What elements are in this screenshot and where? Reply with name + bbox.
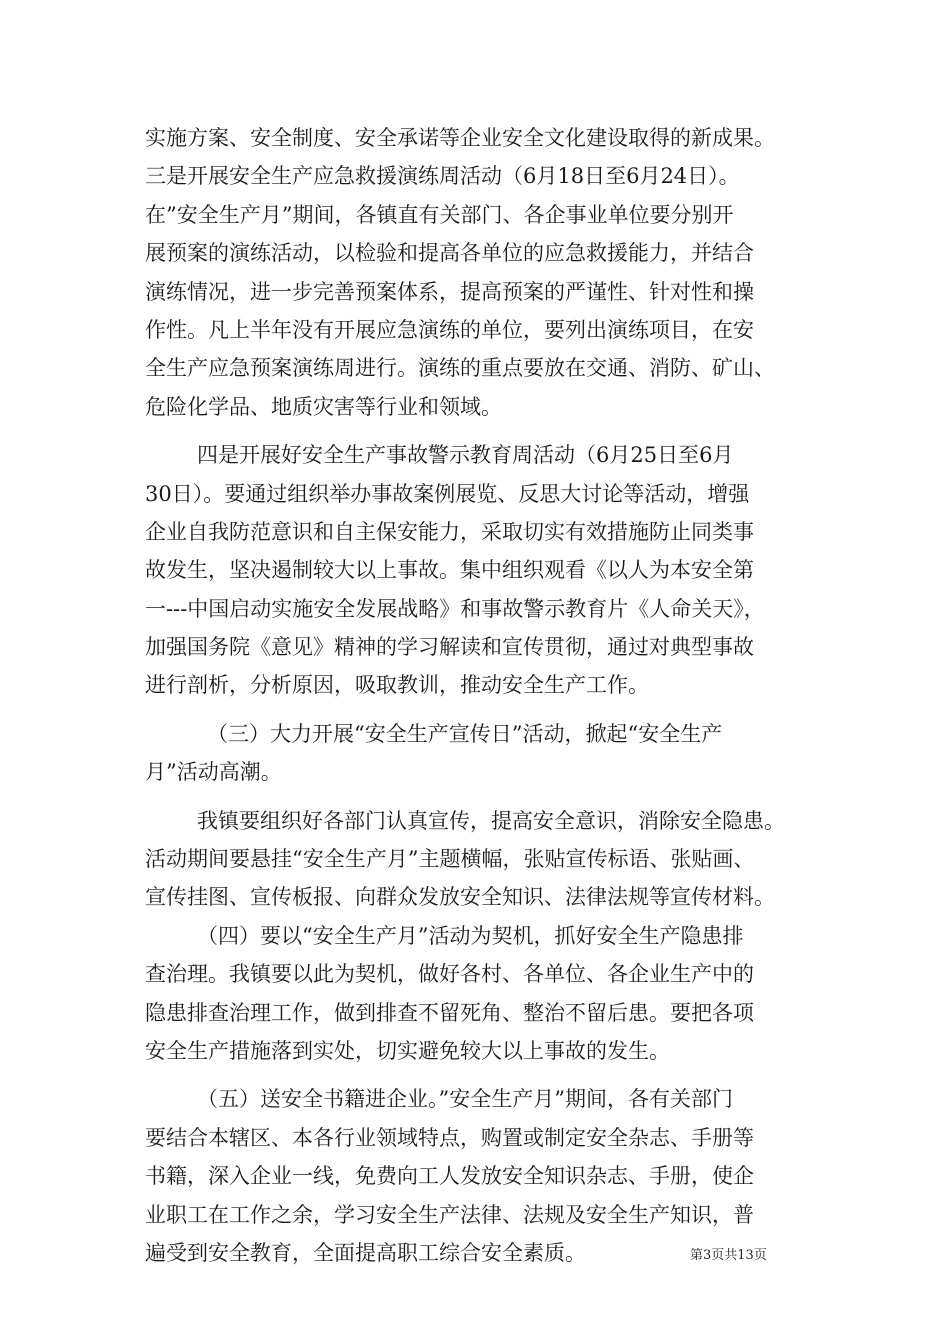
paragraph-4 — [145, 802, 815, 917]
text-line: 三是开展安全生产应急救援演练周活动（6月18日至6月24日）。 — [145, 164, 740, 189]
text-line: 宣传挂图、宣传板报、向群众发放安全知识、法律法规等宣传材料。 — [145, 885, 775, 910]
text-line: 一---中国启动实施安全发展战略》和事故警示教育片《人命关天》， — [145, 596, 765, 621]
text-line: 安全生产措施落到实处，切实避免较大以上事故的发生。 — [145, 1038, 670, 1063]
text-line: 查治理。我镇要以此为契机，做好各村、各单位、各企业生产中的 — [145, 962, 754, 987]
text-line: 全生产应急预案演练周进行。演练的重点要放在交通、消防、矿山、 — [145, 356, 775, 381]
paragraph-5 — [145, 917, 815, 1071]
text-line: 展预案的演练活动，以检验和提高各单位的应急救援能力，并结合 — [145, 241, 754, 266]
paragraph-2 — [145, 436, 815, 705]
text-line: 故发生，坚决遏制较大以上事故。集中组织观看《以人为本安全第 — [145, 558, 754, 583]
text-line: 隐患排查治理工作，做到排查不留死角、整治不留后患。要把各项 — [145, 1000, 754, 1025]
text-line: （五）送安全书籍进企业。”安全生产月”期间，各有关部门 — [197, 1087, 733, 1112]
page-number: 第3页共13页 — [690, 1248, 767, 1263]
text-line: 四是开展好安全生产事故警示教育周活动（6月25日至6月 — [197, 443, 734, 468]
text-line: 企业自我防范意识和自主保安能力，采取切实有效措施防止同类事 — [145, 519, 754, 544]
text-line: 遍受到安全教育，全面提高职工综合安全素质。 — [145, 1240, 586, 1265]
document-body — [145, 119, 815, 1272]
text-line: 业职工在工作之余，学习安全生产法律、法规及安全生产知识，普 — [145, 1202, 754, 1227]
text-line: 我镇要组织好各部门认真宣传，提高安全意识，消除安全隐患。 — [197, 808, 785, 833]
text-line: 30日）。要通过组织举办事故案例展览、反思大讨论等活动，增强 — [145, 481, 750, 506]
text-line: 加强国务院《意见》精神的学习解读和宣传贯彻，通过对典型事故 — [145, 635, 754, 660]
paragraph-1 — [145, 119, 815, 426]
text-line: 书籍，深入企业一线，免费向工人发放安全知识杂志、手册，使企 — [145, 1164, 754, 1189]
text-line: 要结合本辖区、本各行业领域特点，购置或制定安全杂志、手册等 — [145, 1125, 754, 1150]
section-heading-3 — [145, 715, 815, 792]
text-line: （三）大力开展“安全生产宣传日”活动，掀起“安全生产 — [207, 721, 723, 746]
text-line: 在”安全生产月”期间，各镇直有关部门、各企事业单位要分别开 — [145, 202, 734, 227]
text-line: （四）要以“安全生产月”活动为契机，抓好安全生产隐患排 — [197, 923, 744, 948]
text-line: 实施方案、安全制度、安全承诺等企业安全文化建设取得的新成果。 — [145, 126, 775, 150]
paragraph-6 — [145, 1080, 815, 1272]
text-line: 进行剖析，分析原因，吸取教训，推动安全生产工作。 — [145, 673, 649, 698]
text-line: 演练情况，进一步完善预案体系，提高预案的严谨性、针对性和操 — [145, 279, 754, 304]
text-line: 作性。凡上半年没有开展应急演练的单位，要列出演练项目，在安 — [145, 317, 754, 342]
text-line: 活动期间要悬挂“安全生产月”主题横幅，张贴宣传标语、张贴画、 — [145, 847, 755, 872]
text-line: 危险化学品、地质灾害等行业和领域。 — [145, 394, 502, 419]
text-line: 月”活动高潮。 — [145, 760, 282, 785]
